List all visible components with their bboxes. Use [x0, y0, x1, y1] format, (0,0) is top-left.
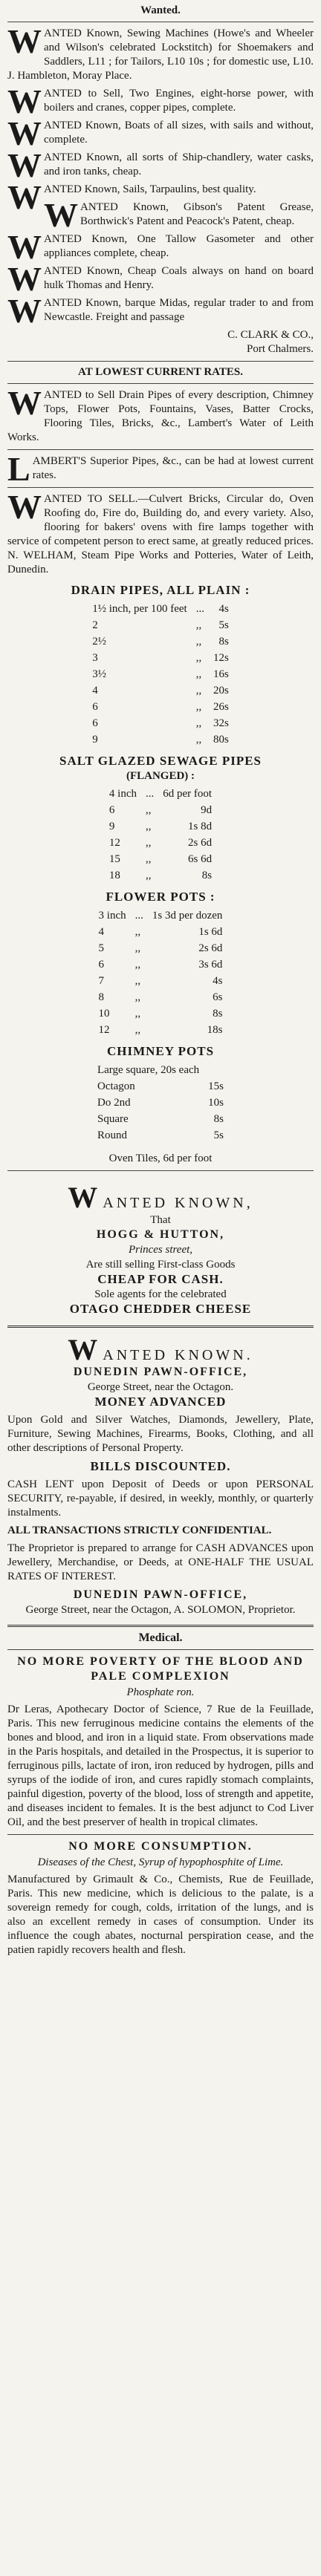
sewage-pipes-table: [105, 786, 216, 884]
current-rates-heading: AT LOWEST CURRENT RATES.: [77, 366, 243, 378]
divider: [7, 1625, 314, 1627]
section-heading-medical: Medical.: [138, 1631, 183, 1644]
divider: [7, 449, 314, 450]
wanted-ad: WANTED Known, Sewing Machines (Howe's and Wheeler and Wilson's celebrated Lockstitch) for Shoemakers and Saddlers, L11 ; for Tailors, L10 10s ; for domestic use, L10. J. Hambleton, Moray Place.: [7, 22, 314, 82]
divider: [7, 1326, 314, 1328]
wanted-ad: WANTED Known, all sorts of Ship-chandlery, water casks, and iron tanks, cheap.: [7, 146, 314, 184]
advertiser-name: C. CLARK & CO.,: [227, 329, 314, 341]
advertiser-location: Port Chalmers.: [247, 343, 314, 355]
lambert-ad: LAMBERT'S Superior Pipes, &c., can be had at lowest current rates.: [7, 450, 314, 488]
consumption-ad: NO MORE CONSUMPTION. Diseases of the Chest, Syrup of hypophosphite of Lime. Manufactured by Grimault & Co., Chemists, Rue de Feuillade, Paris. This new medicine, which is delicious to the palate, is a sovereign remedy for cough, colds, irritation of the lungs, and is also an excellent remedy in cases of consumption. Under its influence the cough abates, nocturnal perspiration cease, and the patien rapidly recovers health and flesh.: [7, 1840, 314, 1956]
table-row: Do 2nd 10s: [97, 1097, 224, 1109]
table-row: 18 ,, 8s: [108, 870, 213, 881]
firm-name: HOGG & HUTTON,: [96, 1228, 225, 1241]
wanted-ad: WANTED to Sell, Two Engines, eight-horse power, with boilers and cranes, copper pipes, complete.: [7, 82, 314, 120]
wanted-ad: WANTED Known, One Tallow Gasometer and other appliances complete, cheap.: [7, 228, 314, 266]
divider: [7, 1834, 314, 1835]
table-row: 2½ ,, 8s: [92, 636, 229, 648]
table-row: 4 ,, 1s 6d: [98, 926, 223, 938]
table-row: 10 ,, 8s: [98, 1008, 223, 1020]
oven-tiles-price: Oven Tiles, 6d per foot: [108, 1152, 213, 1164]
table-row: 4 inch ... 6d per foot: [108, 788, 213, 800]
pawn-headline: WANTED KNOWN.: [68, 1333, 253, 1366]
divider: [7, 1170, 314, 1171]
table-row: 1½ inch, per 100 feet ... 4s: [92, 603, 229, 615]
table-row: 6 ,, 9d: [108, 804, 213, 816]
culvert-bricks-ad: WANTED TO SELL.—Culvert Bricks, Circular do, Oven Roofing do, Fire do, Building do, and every variety. Also, flooring for bakers' ovens with fire lamps together with service of competent person to erect same, at greatly reduced prices. N. WELHAM, Steam Pipe Works and Potteries, Water of Leith, Dunedin.: [7, 488, 314, 575]
wanted-ad: WANTED Known, Cheap Coals always on hand on board hulk Thomas and Henry.: [7, 260, 314, 298]
drain-pipes-table: [88, 601, 233, 748]
wanted-ad: WANTED Known, Boats of all sizes, with sails and without, complete.: [7, 114, 314, 152]
divider: [7, 1649, 314, 1650]
table-row: 15 ,, 6s 6d: [108, 853, 213, 865]
table-row: Square 8s: [97, 1113, 224, 1125]
wanted-ad: WANTED Known, barque Midas, regular trader to and from Newcastle. Freight and passage: [7, 292, 314, 330]
section-heading-wanted: Wanted.: [140, 4, 181, 16]
table-row: 8 ,, 6s: [98, 991, 223, 1003]
table-row: 3 inch ... 1s 3d per dozen: [98, 910, 223, 922]
hogg-hutton-ad: WANTED KNOWN, That HOGG & HUTTON, Princes street, Are still selling First-class Goods CHEAP FOR CASH. Sole agents for the celebrated OTAGO CHEDDER CHEESE: [7, 1175, 314, 1321]
table-row: 2 ,, 5s: [92, 619, 229, 631]
table-row: Round 5s: [97, 1129, 224, 1141]
pawn-office-ad: WANTED KNOWN. DUNEDIN PAWN-OFFICE, George Street, near the Octagon. MONEY ADVANCED Upon Gold and Silver Watches, Diamonds, Jewellery, Plate, Furniture, Sewing Machines, Firearms, Books, Clothing, and all other descriptions of Personal Property. BILLS DISCOUNTED. CASH LENT upon Deposit of Deeds or upon PERSONAL SECURITY, re-payable, if desired, in weekly, monthly, or quarterly instalments. ALL TRANSACTIONS STRICTLY CONFIDENTIAL. The Proprietor is prepared to arrange for CASH ADVANCES upon Jewellery, Merchandise, or Deeds, at ONE-HALF THE USUAL RATES OF INTEREST. DUNEDIN PAWN-OFFICE, George Street, near the Octagon, A. SOLOMON, Proprietor.: [7, 1333, 314, 1616]
poverty-heading: NO MORE POVERTY OF THE BLOOD AND PALE COMPLEXION: [17, 1655, 304, 1683]
table-row: 6 ,, 26s: [92, 701, 229, 713]
table-row: 4 ,, 20s: [92, 685, 229, 697]
consumption-heading: NO MORE CONSUMPTION.: [68, 1840, 253, 1853]
table-row: 5 ,, 2s 6d: [98, 942, 223, 954]
table-row: Large square, 20s each: [97, 1064, 200, 1076]
wanted-ad: WANTED Known, Gibson's Patent Grease, Borthwick's Patent and Peacock's Patent, cheap.: [44, 196, 314, 234]
chimney-pots-table: [93, 1062, 228, 1144]
divider: [7, 361, 314, 362]
table-row: Octagon 15s: [97, 1080, 224, 1092]
table-row: 9 ,, 1s 8d: [108, 821, 213, 832]
table-row: 3½ ,, 16s: [92, 668, 229, 680]
table-row: 3 ,, 12s: [92, 652, 229, 664]
table-row: 12 ,, 2s 6d: [108, 837, 213, 849]
table-row: 6 ,, 3s 6d: [98, 959, 223, 971]
drain-pipes-ad: WANTED to Sell Drain Pipes of every description, Chimney Tops, Flower Pots, Fountains, Vases, Batter Crocks, Flooring Tiles, Bricks, &c., Lambert's Water of Leith Works.: [7, 384, 314, 443]
table-row: 9 ,, 80s: [92, 734, 229, 746]
table-row: 6 ,, 32s: [92, 717, 229, 729]
table-row: 7 ,, 4s: [98, 975, 223, 987]
sewage-pipes-subtitle: (FLANGED) :: [126, 770, 195, 782]
poverty-ad: NO MORE POVERTY OF THE BLOOD AND PALE COMPLEXION Phosphate ron. Dr Leras, Apothecary Doctor of Science, 7 Rue de la Feuillade, Paris. This new ferruginous medicine contains the elements of the bones and blood, and iron in a liquid state. From observations made in the Paris hospitals, and detailed in the Prospectus, it is superior to ferruginous pills, lactate of iron, iron reduced by hydrogen, pills and syrups of the iodide of iron, and cures rapidly stomach complaints, painful digestion, poverty of the blood, loss of strength and appetite, and diseases incident to females. It is the best adjunct to Cod Liver Oil, and the best preserver of health in tropical climates.: [7, 1655, 314, 1828]
wanted-ad: WANTED Known, Sails, Tarpaulins, best quality.: [7, 178, 256, 216]
divider: [7, 383, 314, 384]
sewage-pipes-title: SALT GLAZED SEWAGE PIPES: [59, 754, 262, 768]
divider: [7, 487, 314, 488]
table-row: 12 ,, 18s: [98, 1024, 223, 1036]
flower-pots-table: [94, 907, 227, 1038]
flower-pots-title: FLOWER POTS :: [106, 890, 215, 904]
chimney-pots-title: CHIMNEY POTS: [106, 1044, 215, 1058]
drain-pipes-title: DRAIN PIPES, ALL PLAIN :: [71, 583, 250, 597]
newspaper-column: [7, 0, 314, 1957]
hogg-headline: WANTED KNOWN,: [68, 1181, 253, 1214]
